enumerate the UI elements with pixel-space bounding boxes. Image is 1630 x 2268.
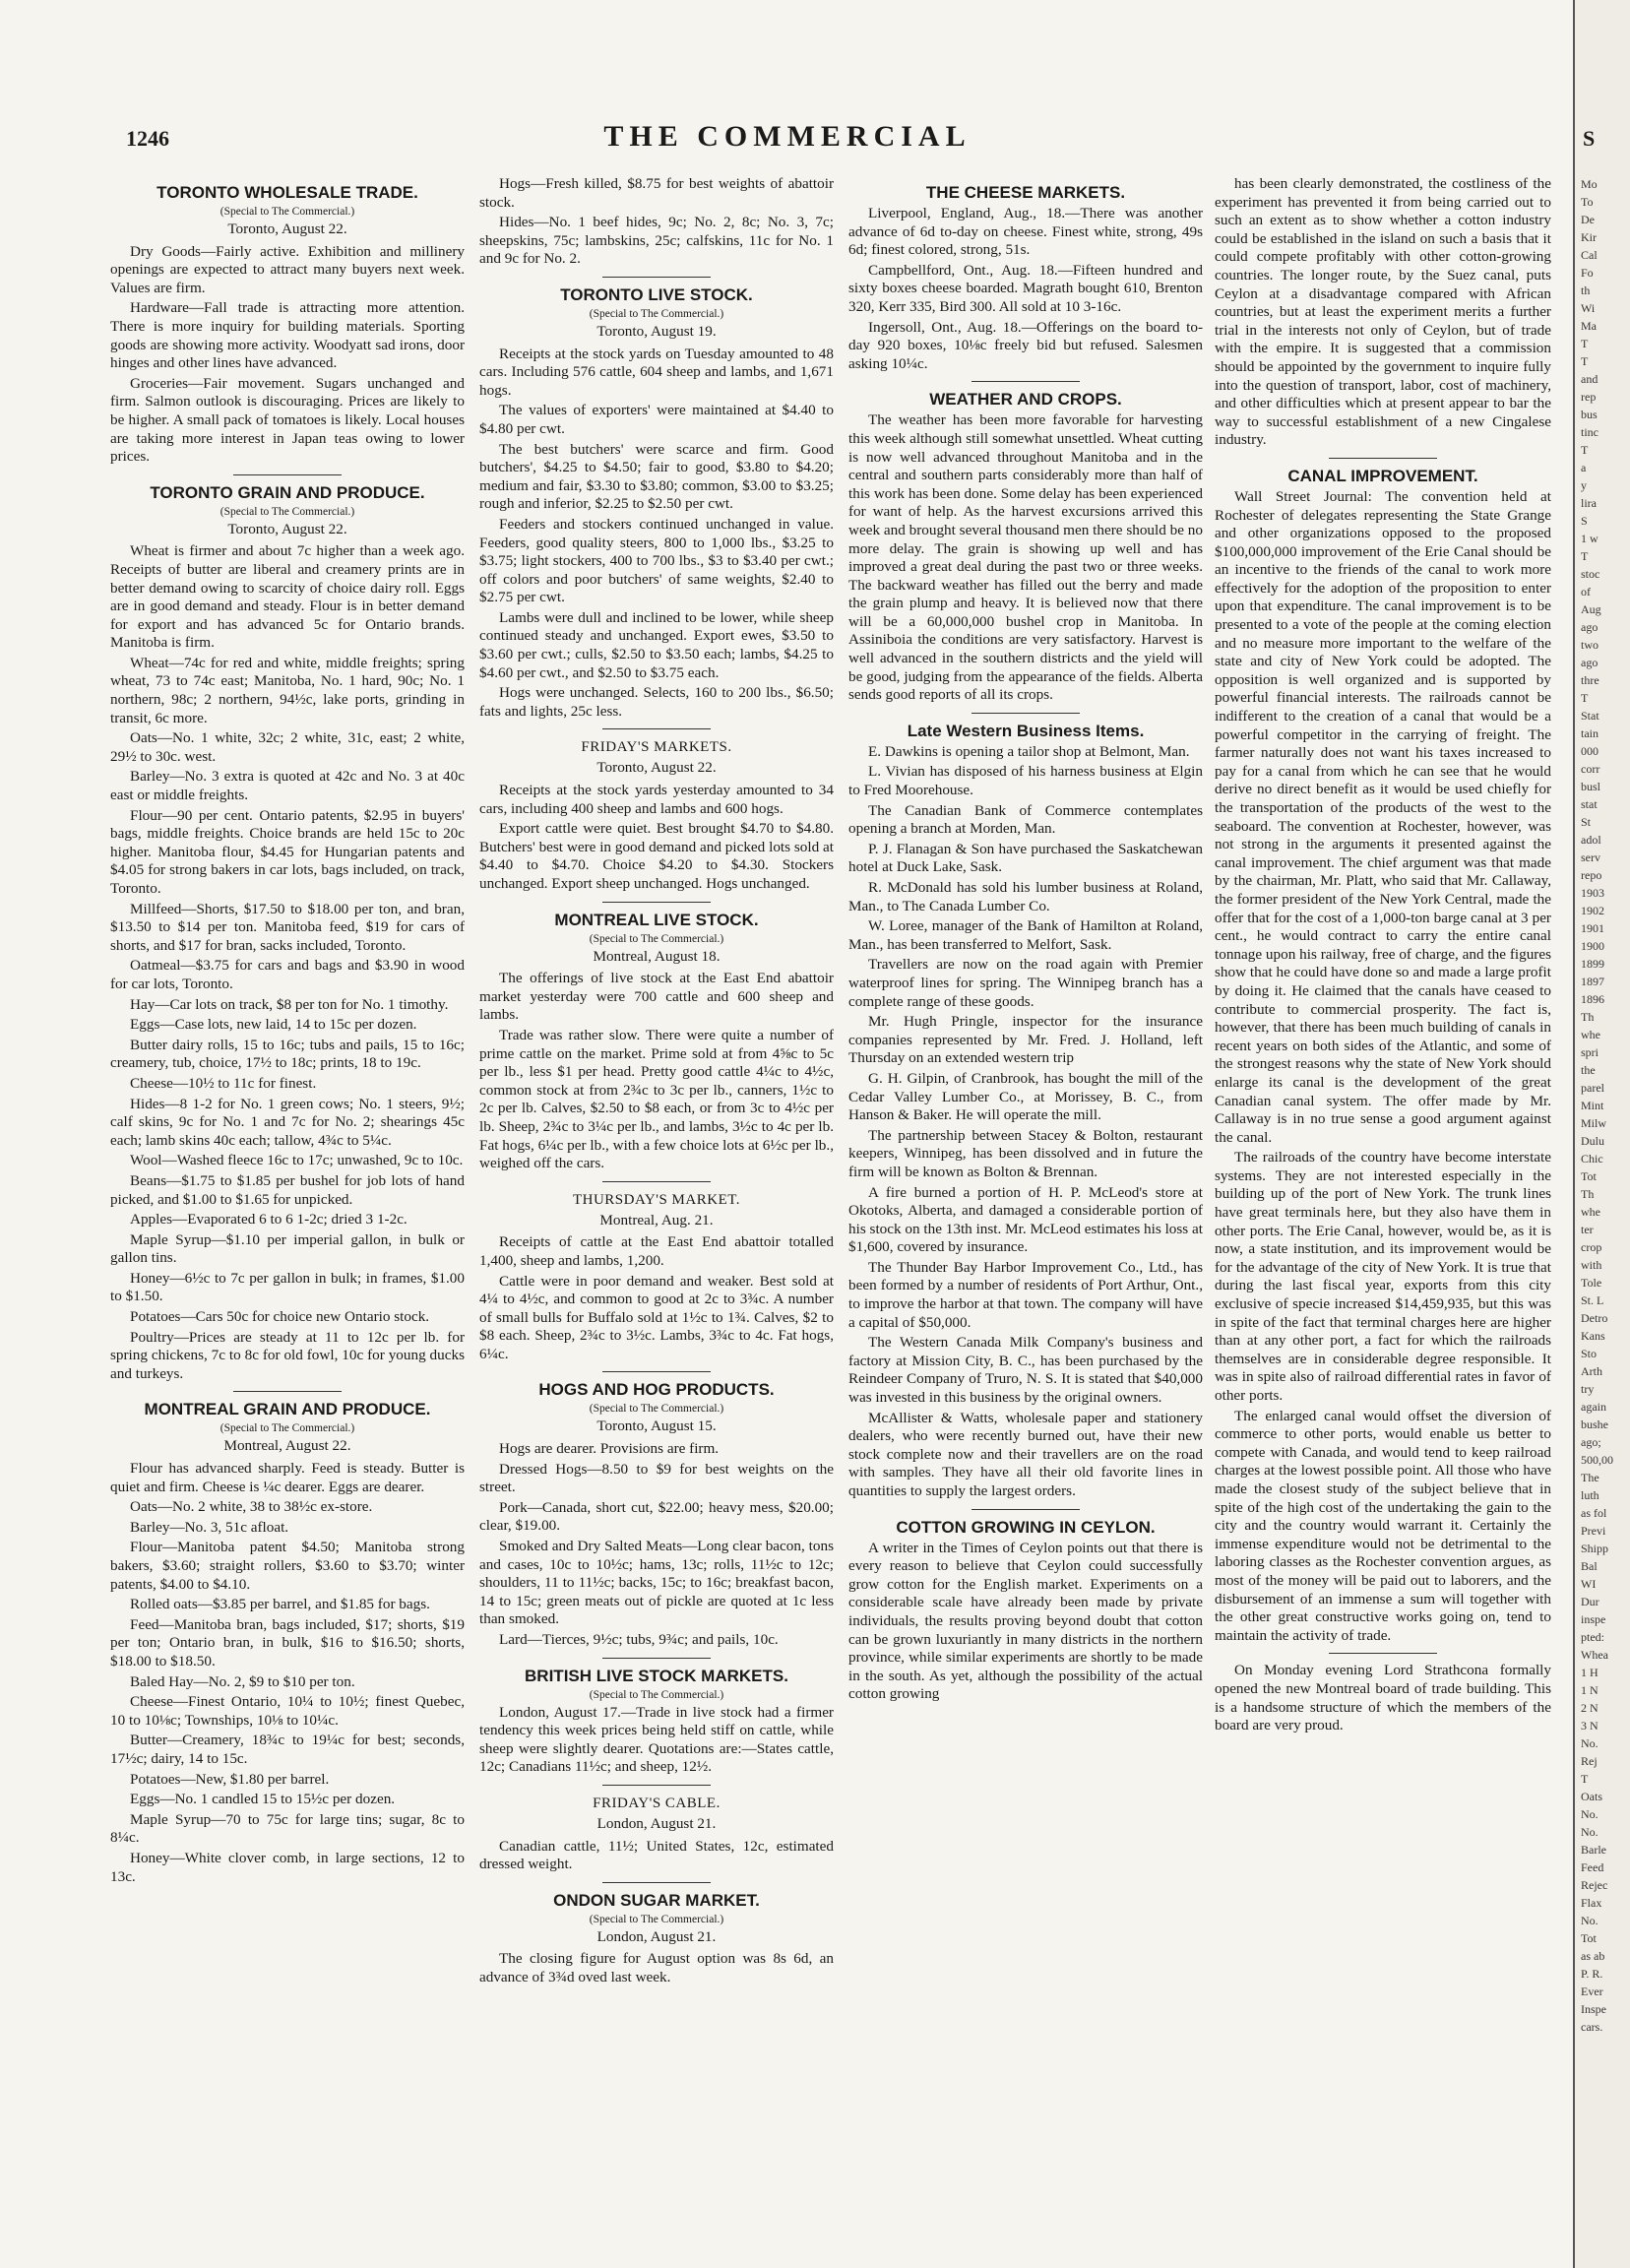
adjacent-page-line: 1 H bbox=[1581, 1666, 1599, 1679]
article-paragraph: Poultry—Prices are steady at 11 to 12c per lb. for spring chickens, 7c to 8c for old fowl, 10c for young ducks and turkeys. bbox=[110, 1328, 465, 1382]
article-note: (Special to The Commercial.) bbox=[219, 1422, 355, 1435]
article bbox=[1215, 1662, 1551, 1734]
adjacent-page-edge bbox=[1573, 0, 1630, 2268]
adjacent-page-line: crop bbox=[1581, 1240, 1602, 1254]
adjacent-page-line: the bbox=[1581, 1063, 1596, 1077]
article-paragraph: Lard—Tierces, 9½c; tubs, 9¾c; and pails, 10c. bbox=[499, 1631, 779, 1648]
article-paragraph: Wheat is firmer and about 7c higher than a week ago. Receipts of butter are liberal and creamery prints are in better demand owing to scarcity of choice dairy roll. Eggs are in good demand and steady. Flour is in better demand for export and has advanced 5c for Ontario brands. Manitoba is firm. bbox=[110, 542, 465, 652]
article-paragraph: Maple Syrup—70 to 75c for large tins; sugar, 8c to 8¼c. bbox=[110, 1810, 465, 1847]
article-paragraph: Hogs are dearer. Provisions are firm. bbox=[499, 1440, 720, 1458]
article-paragraph: Potatoes—New, $1.80 per barrel. bbox=[130, 1770, 330, 1788]
article bbox=[110, 1400, 465, 1886]
article-divider bbox=[602, 728, 711, 729]
adjacent-page-line: Kans bbox=[1581, 1329, 1605, 1343]
article-paragraph: The railroads of the country have become interstate systems. They are not interested especially in the building up of the port of New York. The trunk lines have great terminals here, but they also have them in other ports. The Erie Canal, however, would be, as it is now, a state institution, and its improvement would be for the advantage of the city of New York. It is true that during the last fiscal year, exports from this city exclusive of specie increased $14,459,935, but this was in spite of the fact that terminal charges here are higher than at any other port, a fact for which the railroads themselves are in considerable degree responsible. It was in spite also of railroad differential rates in favor of other ports. bbox=[1215, 1149, 1551, 1404]
article-paragraph: Pork—Canada, short cut, $22.00; heavy mess, $20.00; clear, $19.00. bbox=[479, 1498, 834, 1535]
adjacent-page-line: Stat bbox=[1581, 709, 1599, 723]
article-note: (Special to The Commercial.) bbox=[219, 206, 355, 218]
article-paragraph: E. Dawkins is opening a tailor shop at Belmont, Man. bbox=[868, 742, 1190, 760]
article bbox=[479, 175, 834, 269]
article-paragraph: Hides—No. 1 beef hides, 9c; No. 2, 8c; No. 3, 7c; sheepskins, 75c; lambskins, 25c; calfskins, 11c for No. 1 and 9c for No. 2. bbox=[479, 214, 834, 268]
article-paragraph: Mr. Hugh Pringle, inspector for the insurance companies represented by Mr. Fred. J. Holland, left Thursday on an extended western trip bbox=[848, 1013, 1203, 1067]
adjacent-page-line: No. bbox=[1581, 1807, 1599, 1821]
adjacent-page-line: thre bbox=[1581, 673, 1599, 687]
adjacent-page-line: a bbox=[1581, 461, 1587, 474]
article-divider bbox=[233, 1391, 342, 1392]
adjacent-page-line: Dur bbox=[1581, 1595, 1599, 1608]
adjacent-page-line: ago bbox=[1581, 656, 1599, 669]
article-paragraph: Baled Hay—No. 2, $9 to $10 per ton. bbox=[130, 1672, 355, 1690]
adjacent-page-line: Fo bbox=[1581, 266, 1594, 280]
article-title: Late Western Business Items. bbox=[907, 721, 1145, 740]
article-note: (Special to The Commercial.) bbox=[589, 307, 724, 320]
adjacent-page-line: parel bbox=[1581, 1081, 1604, 1095]
article-title: THURSDAY'S MARKET. bbox=[572, 1191, 741, 1208]
adjacent-page-line: Th bbox=[1581, 1187, 1595, 1201]
article-paragraph: Honey—6½c to 7c per gallon in bulk; in frames, $1.00 to $1.50. bbox=[110, 1269, 465, 1305]
article-paragraph: W. Loree, manager of the Bank of Hamilton at Roland, Man., has been transferred to Melfort, Sask. bbox=[848, 917, 1203, 953]
article-paragraph: Hogs—Fresh killed, $8.75 for best weights of abattoir stock. bbox=[479, 175, 834, 211]
page-number: 1246 bbox=[126, 126, 169, 151]
article-title: FRIDAY'S MARKETS. bbox=[581, 739, 732, 756]
adjacent-page-line: 1900 bbox=[1581, 939, 1604, 953]
article-paragraph: Rolled oats—$3.85 per barrel, and $1.85 for bags. bbox=[130, 1596, 430, 1613]
adjacent-page-line: Mo bbox=[1581, 177, 1598, 191]
adjacent-page-line: Cal bbox=[1581, 248, 1598, 262]
article bbox=[479, 1794, 834, 1874]
article-paragraph: A writer in the Times of Ceylon points out that there is every reason to believe that Ceylon could successfully grow cotton for the English market. Experiments on a considerable scale have already been made by private individuals, the results proving beyond doubt that cotton can be grown luxuriantly in many districts in the northern province, while similar experiments are shortly to be made in the south. As yet, although the possibility of the actual cotton growing bbox=[848, 1539, 1203, 1703]
adjacent-page-line: tinc bbox=[1581, 425, 1599, 439]
adjacent-page-line: 1899 bbox=[1581, 957, 1604, 971]
adjacent-page-line: ago bbox=[1581, 620, 1599, 634]
article-paragraph: Smoked and Dry Salted Meats—Long clear bacon, tons and cases, 10c to 10½c; hams, 13c; rolls, 11½c to 12c; shoulders, 11 to 11½c; backs, 15c; to 16c; breakfast bacon, 14 to 15c; green meats out of pickle are quoted at 1c less than smoked. bbox=[479, 1538, 834, 1628]
adjacent-page-line: T bbox=[1581, 1772, 1589, 1786]
article-title: TORONTO LIVE STOCK. bbox=[560, 284, 753, 304]
article-paragraph: Potatoes—Cars 50c for choice new Ontario stock. bbox=[130, 1308, 430, 1326]
adjacent-page-line: inspe bbox=[1581, 1612, 1606, 1626]
article-paragraph: Ingersoll, Ont., Aug. 18.—Offerings on the board to-day 920 boxes, 10⅛c freely bid but refused. Salesmen asking 10¼c. bbox=[848, 318, 1203, 372]
article-paragraph: Canadian cattle, 11½; United States, 12c, estimated dressed weight. bbox=[479, 1837, 834, 1873]
article-paragraph: Apples—Evaporated 6 to 6 1-2c; dried 3 1-2c. bbox=[130, 1211, 408, 1228]
adjacent-page-line: St. L bbox=[1581, 1293, 1604, 1307]
adjacent-page-line: Inspe bbox=[1581, 2002, 1606, 2016]
article-paragraph: London, August 17.—Trade in live stock had a firmer tendency this week prices being held stiff on cattle, while sheep were slightly dearer. Quotations are:—States cattle, 12c; Canadians 11½c; and sheep, 12½. bbox=[479, 1703, 834, 1776]
article-paragraph: Wall Street Journal: The convention held at Rochester of delegates representing the State Grange and other organizations opposed to the proposed $100,000,000 improvement of the Erie Canal should be an incentive to the friends of the canal to work more effectively for the adoption of the proposition to enter upon that expenditure. The canal improvement is to be presented to a vote of the people at the coming election and no measure more important to the welfare of the state and city of New York could be adopted. The opposition is well organized and is supported by powerful financial interests. The railroads cannot be indifferent to the creation of a canal that would be a powerful competitor in the carrying of freight. The farmer naturally does not want his taxes increased to pay for a canal from which he can see that he would derive no direct benefit as it would be used chiefly for the transportation of the products of the west to the seaboard. The convention at Rochester, however, was not strong in the arguments it presented against the canal improvement. The chief argument was that made by the chairman, Mr. Platt, who said that Mr. Callaway, the former president of the New York Central, made the offer that for the cost of a 1,000-ton barge canal at 3 per cent., he would contract to carry the entire canal tonnage upon his railway, free of charge, and the figures show that he could have done so and made a large profit by doing it. He claimed that the canals have ceased to contribute to commercial prosperity. The fact is, however, that there has been much building of canals in recent years on both sides of the Atlantic, and some of the strongest reasons why the state of New York should enlarge its canal is the development of the great Canadian canal system. The offer made by Mr. Callaway is in no true sense a good argument against the canal. bbox=[1215, 487, 1551, 1146]
article-paragraph: The closing figure for August option was 8s 6d, an advance of 3¾d oved last week. bbox=[479, 1950, 834, 1985]
article bbox=[110, 183, 465, 467]
adjacent-page-line: T bbox=[1581, 354, 1589, 368]
adjacent-page-line: bushe bbox=[1581, 1418, 1608, 1431]
article-note: (Special to The Commercial.) bbox=[589, 932, 724, 945]
adjacent-page-line: th bbox=[1581, 284, 1591, 297]
article-paragraph: The Canadian Bank of Commerce contemplates opening a branch at Morden, Man. bbox=[848, 801, 1203, 838]
adjacent-page-line: 2 N bbox=[1581, 1701, 1599, 1715]
article-paragraph: L. Vivian has disposed of his harness business at Elgin to Fred Moorehouse. bbox=[848, 763, 1203, 799]
article-divider bbox=[602, 277, 711, 278]
article-dateline: Toronto, August 15. bbox=[596, 1418, 717, 1435]
adjacent-page-line: repo bbox=[1581, 868, 1602, 882]
adjacent-page-line: Th bbox=[1581, 1010, 1595, 1024]
article bbox=[110, 483, 465, 1384]
adjacent-page-line: bus bbox=[1581, 408, 1598, 421]
adjacent-page-line: and bbox=[1581, 372, 1599, 386]
article-title: CANAL IMPROVEMENT. bbox=[1287, 466, 1478, 485]
article-divider bbox=[972, 713, 1080, 714]
adjacent-page-line: Barle bbox=[1581, 1843, 1606, 1857]
adjacent-page-line: Chic bbox=[1581, 1152, 1603, 1166]
article-title: THE CHEESE MARKETS. bbox=[925, 183, 1126, 202]
article bbox=[479, 911, 834, 1173]
article-title: TORONTO GRAIN AND PRODUCE. bbox=[150, 482, 425, 502]
adjacent-page-line: T bbox=[1581, 549, 1589, 563]
article-note: (Special to The Commercial.) bbox=[589, 1913, 724, 1925]
article-paragraph: Dressed Hogs—8.50 to $9 for best weights on the street. bbox=[479, 1460, 834, 1496]
article-note: (Special to The Commercial.) bbox=[219, 505, 355, 518]
article-paragraph: Hardware—Fall trade is attracting more attention. There is more inquiry for building materials. Sporting goods are showing more activity. Woodyatt sad irons, door hinges and other lines have advanced. bbox=[110, 299, 465, 372]
article-paragraph: Eggs—No. 1 candled 15 to 15½c per dozen. bbox=[130, 1791, 396, 1808]
adjacent-page-line: Flax bbox=[1581, 1896, 1602, 1910]
adjacent-page-line: De bbox=[1581, 213, 1595, 226]
adjacent-page-line: Tole bbox=[1581, 1276, 1602, 1290]
article-paragraph: Oatmeal—$3.75 for cars and bags and $3.90 in wood for car lots, Toronto. bbox=[110, 957, 465, 992]
article bbox=[848, 722, 1203, 1501]
adjacent-page-line: Whea bbox=[1581, 1648, 1608, 1662]
adjacent-page-line: Aug bbox=[1581, 602, 1601, 616]
adjacent-page-line: Tot bbox=[1581, 1931, 1597, 1945]
article-paragraph: The weather has been more favorable for harvesting this week although still somewhat unsettled. Wheat cutting is now well advanced throughout Manitoba and in the central and southern parts considerably more than half of this work has been done. Some delay has been experienced for want of help. As the harvest excursions arrived this week and brought several thousand men there should be no more delay. The grain is showing up well and has improved a great deal during the past two or three weeks. The backward weather has filled out the berry and made the grain plump and heavy. It is believed now that there will be a 60,000,000 bushel crop in Manitoba. In Assiniboia the conditions are very satisfactory. Harvest is well advanced in the southern districts and the yield will be good, judging from the appearance of the fields. Alberta sends good reports of all its crops. bbox=[848, 411, 1203, 704]
adjacent-page-line: Ma bbox=[1581, 319, 1597, 333]
adjacent-page-line: try bbox=[1581, 1382, 1595, 1396]
article-title: HOGS AND HOG PRODUCTS. bbox=[538, 1380, 775, 1400]
article bbox=[479, 1380, 834, 1649]
article-dateline: Toronto, August 19. bbox=[596, 322, 717, 340]
article-paragraph: R. McDonald has sold his lumber business at Roland, Man., to The Canada Lumber Co. bbox=[848, 879, 1203, 914]
article-paragraph: The values of exporters' were maintained at $4.40 to $4.80 per cwt. bbox=[479, 402, 834, 437]
article-dateline: Montreal, Aug. 21. bbox=[599, 1211, 714, 1228]
article-paragraph: Trade was rather slow. There were quite a number of prime cattle on the market. Prime sold at from 4⅝c to 5c per lb., less $1 per head. Pretty good cattle 4¼c to 4½c, common stock at from 2¾c to 3c per lb., canners, 1½c to 2c per lb. Calves, $2.50 to $8 each, or from 3c to 4½c per lb. Sheep, 2¾c to 3¼c per lb., and lambs, 3½c to 4c per lb. Fat hogs, 6¼c per lb., with a few choice lots at 6½c per lb., weighed off the cars. bbox=[479, 1026, 834, 1172]
adjacent-page-line: Arth bbox=[1581, 1364, 1602, 1378]
adjacent-page-line: whe bbox=[1581, 1028, 1600, 1041]
article-paragraph: The Thunder Bay Harbor Improvement Co., Ltd., has been formed by a number of residents of Port Arthur, Ont., to improve the harbor at that town. The company will have a capital of $50,000. bbox=[848, 1258, 1203, 1331]
article-paragraph: has been clearly demonstrated, the costliness of the experiment has prevented it from being carried out to such an extent as to show whether a cotton industry could be established in the island on such a basis that it could compete profitably with other cotton-growing countries. The longer route, by the Suez canal, puts Ceylon at a disadvantage compared with African countries, but at least the experiment merits a further trial in the interests not only of Ceylon, but of trade with the empire. It is suggested that a commission should be appointed by the government to inquire fully into the question of transport, labor, cost of machinery, and other difficulties which at present appear to bar the way to successful establishment of a new Cingalese industry. bbox=[1215, 175, 1551, 449]
article-paragraph: Cheese—10½ to 11c for finest. bbox=[130, 1074, 317, 1092]
article-divider bbox=[602, 1785, 711, 1786]
article-paragraph: Cattle were in poor demand and weaker. Best sold at 4¼ to 4½c, and common to good at 2c to 3¾c. A number of small bulls for Buffalo sold at 1½c to 1¾. Calves, $2 to $8 each. Sheep, 2¾c to 3½c. Lambs, 3¾c to 4c. Fat hogs, 6¼c. bbox=[479, 1272, 834, 1362]
adjacent-page-line: 3 N bbox=[1581, 1719, 1599, 1732]
adjacent-page-line: whe bbox=[1581, 1205, 1600, 1219]
adjacent-page-line: Sto bbox=[1581, 1347, 1598, 1360]
adjacent-page-line: spri bbox=[1581, 1045, 1599, 1059]
article-title: TORONTO WHOLESALE TRADE. bbox=[157, 183, 418, 202]
article-paragraph: Hides—8 1-2 for No. 1 green cows; No. 1 steers, 9½; calf skins, 9c for No. 1 and 7c for No. 2; shearings 45c each; lamb skins 40c each; tallow, 4¾c to 5¼c. bbox=[110, 1095, 465, 1149]
adjacent-page-line: 1 N bbox=[1581, 1683, 1599, 1697]
adjacent-page-line: pted: bbox=[1581, 1630, 1604, 1644]
article-paragraph: Butter—Creamery, 18¾c to 19¼c for best; seconds, 17½c; dairy, 14 to 15c. bbox=[110, 1732, 465, 1767]
article bbox=[479, 1190, 834, 1364]
article-divider bbox=[602, 1181, 711, 1182]
adjacent-page-line: 1903 bbox=[1581, 886, 1604, 900]
adjacent-page-line: No. bbox=[1581, 1914, 1599, 1927]
article bbox=[479, 1667, 834, 1777]
article-divider bbox=[1329, 458, 1437, 459]
article-dateline: London, August 21. bbox=[596, 1814, 717, 1832]
article-dateline: Montreal, August 18. bbox=[593, 947, 721, 965]
column-4 bbox=[1215, 175, 1551, 2223]
adjacent-page-line: Previ bbox=[1581, 1524, 1606, 1538]
adjacent-page-line: The bbox=[1581, 1471, 1599, 1484]
article bbox=[479, 1891, 834, 1987]
article-paragraph: Cheese—Finest Ontario, 10¼ to 10½; finest Quebec, 10 to 10⅛c; Townships, 10⅛ to 10¼c. bbox=[110, 1693, 465, 1729]
article-paragraph: Receipts at the stock yards on Tuesday amounted to 48 cars. Including 576 cattle, 604 sheep and lambs, and 1,671 hogs. bbox=[479, 345, 834, 399]
adjacent-page-line: 1901 bbox=[1581, 921, 1604, 935]
adjacent-page-line: again bbox=[1581, 1400, 1606, 1414]
adjacent-page-line: Oats bbox=[1581, 1790, 1602, 1803]
adjacent-page-line: 1896 bbox=[1581, 992, 1604, 1006]
article-paragraph: Travellers are now on the road again with Premier waterproof lines for spring. The Winnipeg branch has a complete range of these goods. bbox=[848, 956, 1203, 1010]
article bbox=[848, 183, 1203, 373]
article-paragraph: Flour—90 per cent. Ontario patents, $2.95 in buyers' bags, middle freights. Choice brands are held 15c to 20c higher. Manitoba flour, $4.45 for Hungarian patents and $4.05 for strong bakers in car lots, bags included, on track, Toronto. bbox=[110, 806, 465, 897]
article-title: WEATHER AND CROPS. bbox=[929, 390, 1122, 410]
adjacent-page-line: two bbox=[1581, 638, 1599, 652]
article-paragraph: Hogs were unchanged. Selects, 160 to 200 lbs., $6.50; fats and lights, 25c less. bbox=[479, 684, 834, 720]
article-dateline: Montreal, August 22. bbox=[223, 1437, 351, 1455]
article-paragraph: Receipts of cattle at the East End abattoir totalled 1,400, sheep and lambs, 1,200. bbox=[479, 1233, 834, 1269]
adjacent-page-line: of bbox=[1581, 585, 1591, 598]
article-paragraph: Feeders and stockers continued unchanged in value. Feeders, good quality steers, 800 to 1,000 lbs., $3.25 to $3.75; light stockers, 400 to 700 lbs., $3 to $3.40 per cwt.; off colors and poor butchers' of same weights, $2.40 to $2.75 per cwt. bbox=[479, 515, 834, 606]
article-paragraph: Groceries—Fair movement. Sugars unchanged and firm. Salmon outlook is discouraging. Prices are likely to be higher. A small pack of tomatoes is likely. Local houses are taking more interest in Japan teas owing to lower prices. bbox=[110, 374, 465, 466]
article-paragraph: Barley—No. 3, 51c afloat. bbox=[130, 1518, 289, 1536]
adjacent-page-line: y bbox=[1581, 478, 1587, 492]
adjacent-page-line: as ab bbox=[1581, 1949, 1605, 1963]
adjacent-page-line: lira bbox=[1581, 496, 1597, 510]
adjacent-page-line: Milw bbox=[1581, 1116, 1607, 1130]
adjacent-page-line: 500,00 bbox=[1581, 1453, 1613, 1467]
article-divider bbox=[602, 1658, 711, 1659]
adjacent-page-line: serv bbox=[1581, 850, 1600, 864]
article-dateline: Toronto, August 22. bbox=[227, 520, 347, 537]
article-paragraph: Eggs—Case lots, new laid, 14 to 15c per dozen. bbox=[130, 1016, 417, 1034]
adjacent-page-line: Bal bbox=[1581, 1559, 1598, 1573]
article-divider bbox=[602, 1882, 711, 1883]
article-paragraph: The partnership between Stacey & Bolton, restaurant keepers, Winnipeg, has been dissolved and in future the firm will be known as Bolton & Brennan. bbox=[848, 1126, 1203, 1180]
article-paragraph: The offerings of live stock at the East End abattoir market yesterday were 700 cattle and 600 sheep and lambs. bbox=[479, 970, 834, 1024]
article-paragraph: Beans—$1.75 to $1.85 per bushel for job lots of hand picked, and $1.00 to $1.65 for unpicked. bbox=[110, 1171, 465, 1208]
adjacent-page-line: Dulu bbox=[1581, 1134, 1604, 1148]
article-title: FRIDAY'S CABLE. bbox=[593, 1795, 721, 1811]
article-paragraph: Feed—Manitoba bran, bags included, $17; shorts, $19 per ton; Ontario bran, in bulk, $16 to $16.50; shorts, $18.00 to $18.50. bbox=[110, 1615, 465, 1670]
adjacent-page-line: T bbox=[1581, 691, 1589, 705]
article-paragraph: Campbellford, Ont., Aug. 18.—Fifteen hundred and sixty boxes cheese boarded. Magrath bought 610, Brenton 320, Kerr 335, Bird 300. All sold at 10 3-16c. bbox=[848, 261, 1203, 315]
adjacent-page-line: as fol bbox=[1581, 1506, 1607, 1520]
article-paragraph: G. H. Gilpin, of Cranbrook, has bought the mill of the Cedar Valley Lumber Co., at Morissey, B. C., from Hanson & Baker. He will operate the mill. bbox=[848, 1069, 1203, 1124]
article-paragraph: Wool—Washed fleece 16c to 17c; unwashed, 9c to 10c. bbox=[130, 1152, 464, 1169]
column-3 bbox=[848, 175, 1203, 2223]
adjacent-page-line: To bbox=[1581, 195, 1594, 209]
adjacent-page-line: rep bbox=[1581, 390, 1597, 404]
adjacent-page-line: busl bbox=[1581, 780, 1601, 793]
article-paragraph: Oats—No. 1 white, 32c; 2 white, 31c, east; 2 white, 29½ to 30c. west. bbox=[110, 729, 465, 765]
article-divider bbox=[972, 381, 1080, 382]
article-divider bbox=[602, 1371, 711, 1372]
adjacent-page-line: Wi bbox=[1581, 301, 1596, 315]
article-title: BRITISH LIVE STOCK MARKETS. bbox=[525, 1666, 788, 1685]
adjacent-page-line: Rejec bbox=[1581, 1878, 1608, 1892]
adjacent-page-text bbox=[1581, 175, 1620, 2036]
adjacent-page-line: St bbox=[1581, 815, 1592, 829]
adjacent-page-line: luth bbox=[1581, 1488, 1599, 1502]
article-divider bbox=[233, 474, 342, 475]
adjacent-page-line: Rej bbox=[1581, 1754, 1598, 1768]
article-title: COTTON GROWING IN CEYLON. bbox=[896, 1517, 1156, 1537]
article-paragraph: Hay—Car lots on track, $8 per ton for No. 1 timothy. bbox=[130, 995, 449, 1013]
article-divider bbox=[1329, 1653, 1437, 1654]
article-paragraph: A fire burned a portion of H. P. McLeod's store at Okotoks, Alberta, and damaged a considerable portion of his stock on the 13th inst. Mr. McLeod estimates his loss at $1,600, covered by insurance. bbox=[848, 1183, 1203, 1256]
article-title: MONTREAL LIVE STOCK. bbox=[554, 910, 759, 929]
adjacent-page-line: Shipp bbox=[1581, 1542, 1609, 1555]
article-paragraph: Receipts at the stock yards yesterday amounted to 34 cars, including 400 sheep and lambs and 600 hogs. bbox=[479, 782, 834, 817]
article-paragraph: The Western Canada Milk Company's business and factory at Mission City, B. C., has been purchased by the Reindeer Company of Truro, N. S. It is stated that $40,000 was invested in this business by the original owners. bbox=[848, 1334, 1203, 1407]
article-paragraph: McAllister & Watts, wholesale paper and stationery dealers, who were recently burned out, have their new stock complete now and their travellers are on the road with samples. They have all their old favorite lines in quantities to supply the largest orders. bbox=[848, 1409, 1203, 1499]
column-1 bbox=[110, 175, 465, 2223]
article-note: (Special to The Commercial.) bbox=[589, 1403, 724, 1416]
adjacent-page-line: stoc bbox=[1581, 567, 1600, 581]
article-paragraph: Barley—No. 3 extra is quoted at 42c and No. 3 at 40c east or middle freights. bbox=[110, 768, 465, 804]
article-paragraph: P. J. Flanagan & Son have purchased the Saskatchewan hotel at Duck Lake, Sask. bbox=[848, 840, 1203, 876]
adjacent-page-line: P. R. bbox=[1581, 1967, 1603, 1981]
adjacent-page-line: No. bbox=[1581, 1825, 1599, 1839]
article-paragraph: On Monday evening Lord Strathcona formally opened the new Montreal board of trade building. This is a handsome structure of which the members of the board are very proud. bbox=[1215, 1662, 1551, 1734]
article-title: MONTREAL GRAIN AND PRODUCE. bbox=[144, 1400, 431, 1419]
article-paragraph: Honey—White clover comb, in large sections, 12 to 13c. bbox=[110, 1849, 465, 1885]
adjacent-page-line: corr bbox=[1581, 762, 1600, 776]
column-2 bbox=[479, 175, 834, 2223]
article-paragraph: Oats—No. 2 white, 38 to 38½c ex-store. bbox=[130, 1498, 373, 1516]
adjacent-page-line: Feed bbox=[1581, 1860, 1604, 1874]
adjacent-page-line: 000 bbox=[1581, 744, 1599, 758]
adjacent-page-line: cars. bbox=[1581, 2020, 1603, 2034]
adjacent-page-line: WI bbox=[1581, 1577, 1597, 1591]
article-paragraph: Dry Goods—Fairly active. Exhibition and millinery openings are expected to attract many buyers next week. Values are firm. bbox=[110, 242, 465, 296]
article-paragraph: Millfeed—Shorts, $17.50 to $18.00 per ton, and bran, $13.50 to $14 per ton. Manitoba feed, $19 for cars of shorts, and $17 for bran, sacks included, Toronto. bbox=[110, 900, 465, 954]
article-dateline: London, August 21. bbox=[596, 1927, 717, 1945]
adjacent-page-line: with bbox=[1581, 1258, 1602, 1272]
article bbox=[848, 1518, 1203, 1704]
article-paragraph: Lambs were dull and inclined to be lower, while sheep continued steady and unchanged. Export ewes, $3.50 to $3.60 per cwt.; culls, $2.50 to $3.50 each; lambs, $4.25 to $4.60 per cwt., and $2.50 to $3.75 each. bbox=[479, 608, 834, 681]
adjacent-page-heading: S bbox=[1583, 126, 1596, 151]
adjacent-page-line: ter bbox=[1581, 1223, 1594, 1236]
article-dateline: Toronto, August 22. bbox=[227, 220, 347, 237]
article-paragraph: Butter dairy rolls, 15 to 16c; tubs and pails, 15 to 16c; creamery, tub, choice, 17½ to 18c; prints, 18 to 19c. bbox=[110, 1036, 465, 1072]
adjacent-page-line: 1897 bbox=[1581, 975, 1604, 988]
adjacent-page-line: 1 w bbox=[1581, 532, 1599, 545]
article bbox=[479, 285, 834, 721]
article-divider bbox=[972, 1509, 1080, 1510]
adjacent-page-line: Mint bbox=[1581, 1099, 1604, 1112]
article bbox=[848, 390, 1203, 705]
adjacent-page-line: ago; bbox=[1581, 1435, 1601, 1449]
adjacent-page-line: 1902 bbox=[1581, 904, 1604, 917]
adjacent-page-line: No. bbox=[1581, 1736, 1599, 1750]
adjacent-page-line: tain bbox=[1581, 726, 1599, 740]
article-note: (Special to The Commercial.) bbox=[589, 1688, 724, 1701]
article bbox=[1215, 175, 1551, 450]
article-paragraph: Export cattle were quiet. Best brought $4.70 to $4.80. Butchers' best were in good demand and picked lots sold at $4.40 to $4.70. Choice $4.20 to $4.30. Stockers unchanged. Export sheep unchanged. Hogs unchanged. bbox=[479, 820, 834, 892]
article-paragraph: The enlarged canal would offset the diversion of commerce to other ports, would enable us better to compete with Canada, and would tend to keep railroad charges at the lowest possible point. All those who have made the closest study of the subject believe that in spite of the high cost of the undertaking the gain to the city and the country would warrant it. Certainly the immense expenditure would not be detrimental to the laboring classes as the Rochester convention argues, as most of the money will be paid out to laborers, and the disbursement of an immense a sum will together with the other great constructive works going on, tend to maintain the activity of trade. bbox=[1215, 1407, 1551, 1644]
article-paragraph: Wheat—74c for red and white, middle freights; spring wheat, 73 to 74c east; Manitoba, No. 1 hard, 90c; No. 1 northern, 98c; 2 northern, 94½c, lake ports, grinding in transit, 6c more. bbox=[110, 654, 465, 726]
adjacent-page-line: S bbox=[1581, 514, 1588, 528]
article-paragraph: Maple Syrup—$1.10 per imperial gallon, in bulk or gallon tins. bbox=[110, 1230, 465, 1267]
adjacent-page-line: stat bbox=[1581, 797, 1598, 811]
adjacent-page-line: Detro bbox=[1581, 1311, 1608, 1325]
article-paragraph: The best butchers' were scarce and firm. Good butchers', $4.25 to $4.50; fair to good, $3.80 to $4.20; medium and fair, $3.30 to $3.80; common, $3.00 to $3.25; rough and inferior, $2.25 to $2.50 per cwt. bbox=[479, 440, 834, 513]
adjacent-page-line: Ever bbox=[1581, 1984, 1603, 1998]
article-paragraph: Flour has advanced sharply. Feed is steady. Butter is quiet and firm. Cheese is ¼c dearer. Eggs are dearer. bbox=[110, 1460, 465, 1495]
adjacent-page-line: Kir bbox=[1581, 230, 1597, 244]
article-paragraph: Flour—Manitoba patent $4.50; Manitoba strong bakers, $3.60; straight rollers, $3.60 to $3.70; winter patents, $4.00 to $4.10. bbox=[110, 1539, 465, 1593]
article bbox=[479, 737, 834, 893]
article-title: ONDON SUGAR MARKET. bbox=[553, 1890, 760, 1910]
article bbox=[1215, 467, 1551, 1645]
adjacent-page-line: T bbox=[1581, 443, 1589, 457]
article-divider bbox=[602, 902, 711, 903]
adjacent-page-line: adol bbox=[1581, 833, 1601, 847]
adjacent-page-line: T bbox=[1581, 337, 1589, 350]
adjacent-page-line: Tot bbox=[1581, 1169, 1597, 1183]
article-dateline: Toronto, August 22. bbox=[596, 759, 717, 777]
article-paragraph: Liverpool, England, Aug., 18.—There was another advance of 6d to-day on cheese. Finest white, strong, 49s 6d; finest colored, strong, 51s. bbox=[848, 205, 1203, 259]
masthead: THE COMMERCIAL bbox=[603, 120, 972, 153]
